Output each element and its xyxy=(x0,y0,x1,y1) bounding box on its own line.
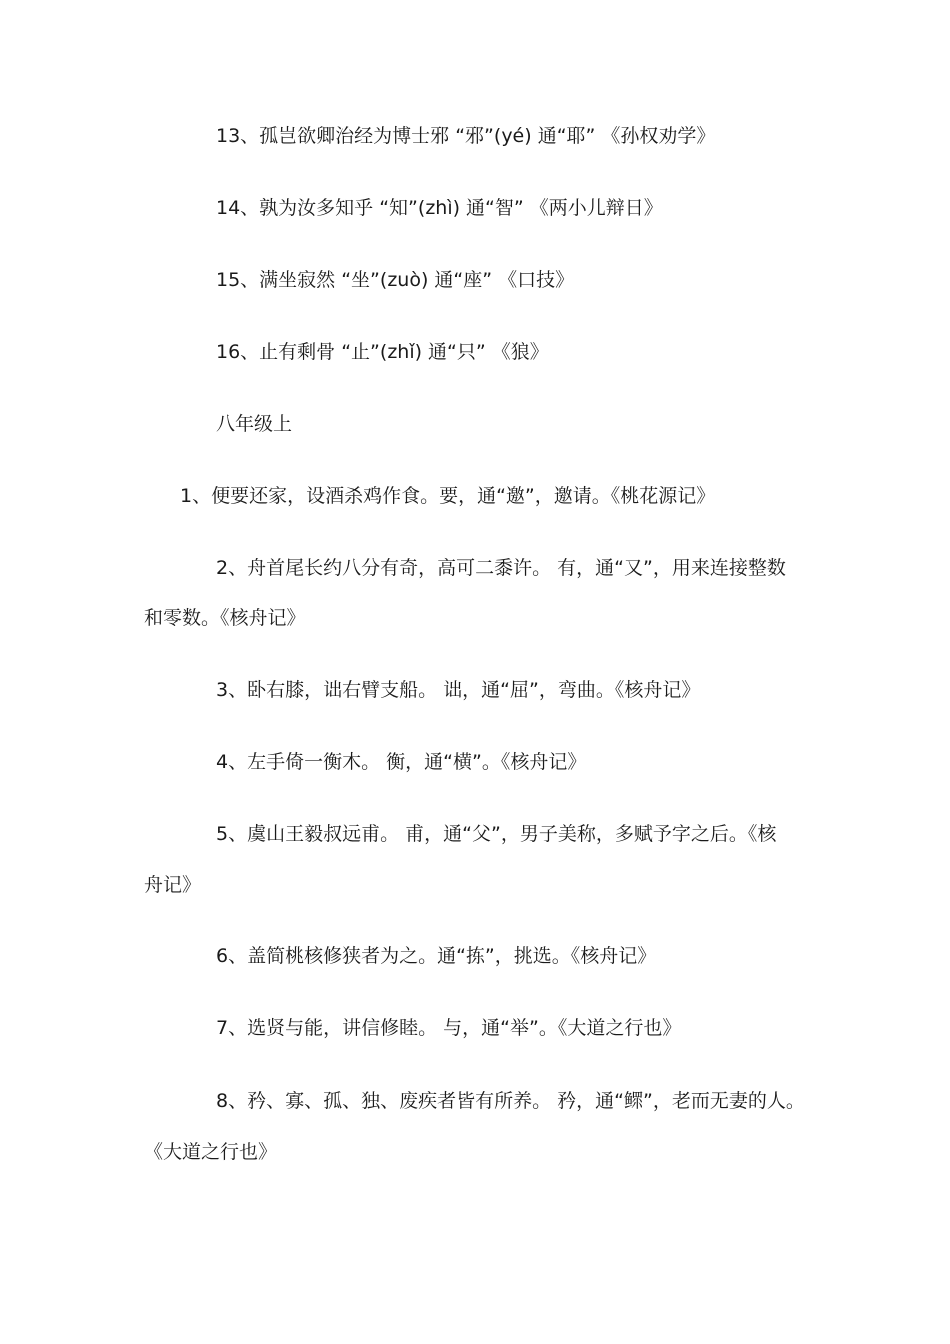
entry-5-continued: 舟记》 xyxy=(144,874,202,896)
entry-16: 16、止有剩骨 “止”(zhǐ) 通“只” 《狼》 xyxy=(216,341,549,363)
entry-1: 1、便要还家，设酒杀鸡作食。要，通“邀”，邀请。《桃花源记》 xyxy=(180,485,716,507)
entry-4: 4、左手倚一衡木。 衡，通“横”。《核舟记》 xyxy=(216,751,587,773)
entry-2: 2、舟首尾长约八分有奇，高可二黍许。 有，通“又”，用来连接整数 xyxy=(216,557,786,579)
entry-3: 3、卧右膝，诎右臂支船。 诎，通“屈”，弯曲。《核舟记》 xyxy=(216,679,701,701)
entry-7: 7、选贤与能，讲信修睦。 与，通“举”。《大道之行也》 xyxy=(216,1017,682,1039)
entry-8-continued: 《大道之行也》 xyxy=(144,1141,278,1163)
entry-5: 5、虞山王毅叔远甫。 甫，通“父”，男子美称，多赋予字之后。《核 xyxy=(216,823,777,845)
entry-8: 8、矜、寡、孤、独、废疾者皆有所养。 矜，通“鳏”，老而无妻的人。 xyxy=(216,1090,805,1112)
entry-2-continued: 和零数。《核舟记》 xyxy=(144,607,306,629)
entry-13: 13、孤岂欲卿治经为博士邪 “邪”(yé) 通“耶” 《孙权劝学》 xyxy=(216,125,716,147)
section-heading: 八年级上 xyxy=(216,413,293,435)
entry-15: 15、满坐寂然 “坐”(zuò) 通“座” 《口技》 xyxy=(216,269,575,291)
entry-14: 14、孰为汝多知乎 “知”(zhì) 通“智” 《两小儿辩日》 xyxy=(216,197,663,219)
entry-6: 6、盖简桃核修狭者为之。通“拣”，挑选。《核舟记》 xyxy=(216,945,657,967)
